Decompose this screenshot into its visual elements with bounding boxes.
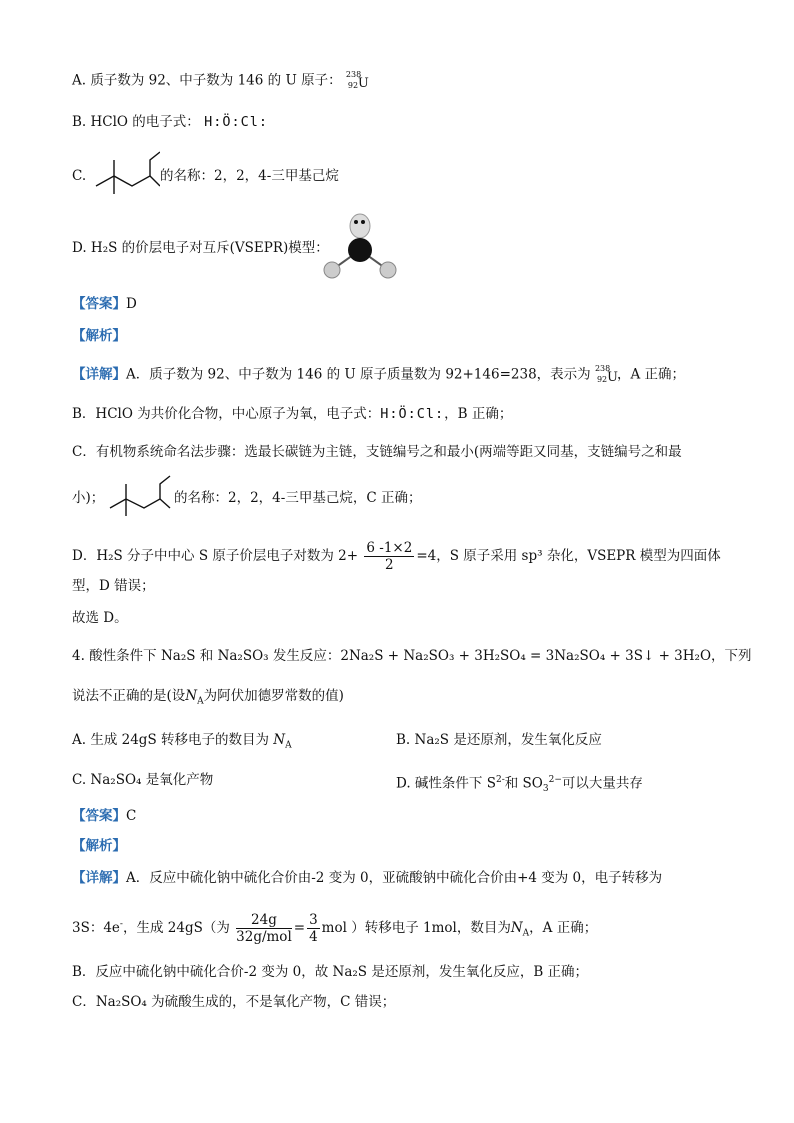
q4-option-c: C. Na₂SO₄ 是氧化产物: [72, 772, 214, 788]
q4-stem: 4. 酸性条件下 Na₂S 和 Na₂SO₃ 发生反应：2Na₂S + Na₂SO₃ + 3H₂SO₄ = 3Na₂SO₄ + 3S↓ + 3H₂O，下列: [72, 648, 752, 664]
uranium-nuclide: 238 92 U: [594, 364, 618, 385]
q3-detail-d-cont: 型，D 错误；: [72, 578, 155, 594]
q4-option-d: D. 碱性条件下 $S^{2-}$和 $SO_3^{2-}$可以大量共存: [396, 775, 643, 795]
q3-detail-a: 【详解】A．质子数为 92、中子数为 146 的 U 原子质量数为 92+146=238，表示为 238 92 U ，A 正确；: [72, 364, 685, 385]
q3-detail-c-cont: 小)；: [72, 490, 105, 506]
h2s-vsepr-model: [318, 212, 400, 280]
q4-answer: 【答案】C: [72, 808, 137, 824]
q3-conclusion: 故选 D。: [72, 610, 128, 626]
q4-detail-c: C．Na₂SO₄ 为硫酸生成的，不是氧化产物，C 错误；: [72, 994, 396, 1010]
q3-answer: 【答案】D: [72, 296, 137, 312]
q4-detail-a-cont: 3S：4e-，生成 24gS（为 $\frac{24g}{\text{32g/mol}}$ = $\frac{3}{4}$ mol ）转移电子 1mol，数目为$N_A$，A 正确；: [72, 912, 598, 945]
q3-option-a-text: A. 质子数为 92、中子数为 146 的 U 原子：: [72, 72, 342, 89]
q3-detail-d: D．H₂S 分子中中心 S 原子价层电子对数为 2+ $\frac{6 -1\times 2}{2}$ =4，S 原子采用 sp³ 杂化，VSEPR 模型为四面体: [72, 540, 721, 573]
q3-option-c: C.: [72, 168, 87, 184]
moles-result-fraction: $\frac{3}{4}$: [309, 912, 318, 945]
q4-stem-cont: 说法不正确的是(设$N_A$为阿伏加德罗常数的值): [72, 688, 344, 707]
q3-detail-c-name: 的名称：2，2，4-三甲基己烷，C 正确；: [174, 490, 422, 506]
q4-reaction-equation: 2Na₂S + Na₂SO₃ + 3H₂SO₄ = 3Na₂SO₄ + 3S↓ + 3H₂O: [340, 648, 712, 664]
q4-analysis-heading: 【解析】: [72, 838, 126, 854]
trimethylhexane-skeletal-structure: [92, 146, 160, 200]
trimethylhexane-skeletal-structure: [106, 472, 172, 522]
q3-analysis-heading: 【解析】: [72, 328, 126, 344]
q3-detail-c: C．有机物系统命名法步骤：选最长碳链为主链，支链编号之和最小(两端等距又同基，支链编号之和最: [72, 444, 682, 460]
q4-option-a: A. 生成 24gS 转移电子的数目为 $N_A$: [72, 732, 292, 751]
q3-option-a: [72, 70, 368, 92]
q4-detail-a: 【详解】A．反应中硫化钠中硫化合价由-2 变为 0，亚硫酸钠中硫化合价由+4 变为 0，电子转移为: [72, 870, 663, 886]
q3-detail-b: B．HClO 为共价化合物，中心原子为氧，电子式：H:Ö:Cl:，B 正确；: [72, 406, 513, 422]
moles-fraction: $\frac{24g}{\text{32g/mol}}$: [236, 912, 292, 945]
q3-option-d: D. H₂S 的价层电子对互斥(VSEPR)模型：: [72, 240, 329, 256]
valence-pair-fraction: $\frac{6 -1\times 2}{2}$: [366, 540, 413, 573]
q3-option-c-name: 的名称：2，2，4-三甲基己烷: [160, 168, 339, 184]
hclo-lewis-formula: H:Ö:Cl:: [204, 114, 268, 130]
uranium-nuclide: 238 92 U: [345, 70, 369, 91]
q3-option-b: B. HClO 的电子式： H:Ö:Cl:: [72, 114, 268, 130]
q4-detail-b: B．反应中硫化钠中硫化合价-2 变为 0，故 Na₂S 是还原剂，发生氧化反应，B 正确；: [72, 964, 589, 980]
q4-option-b: B. Na₂S 是还原剂，发生氧化反应: [396, 732, 602, 748]
